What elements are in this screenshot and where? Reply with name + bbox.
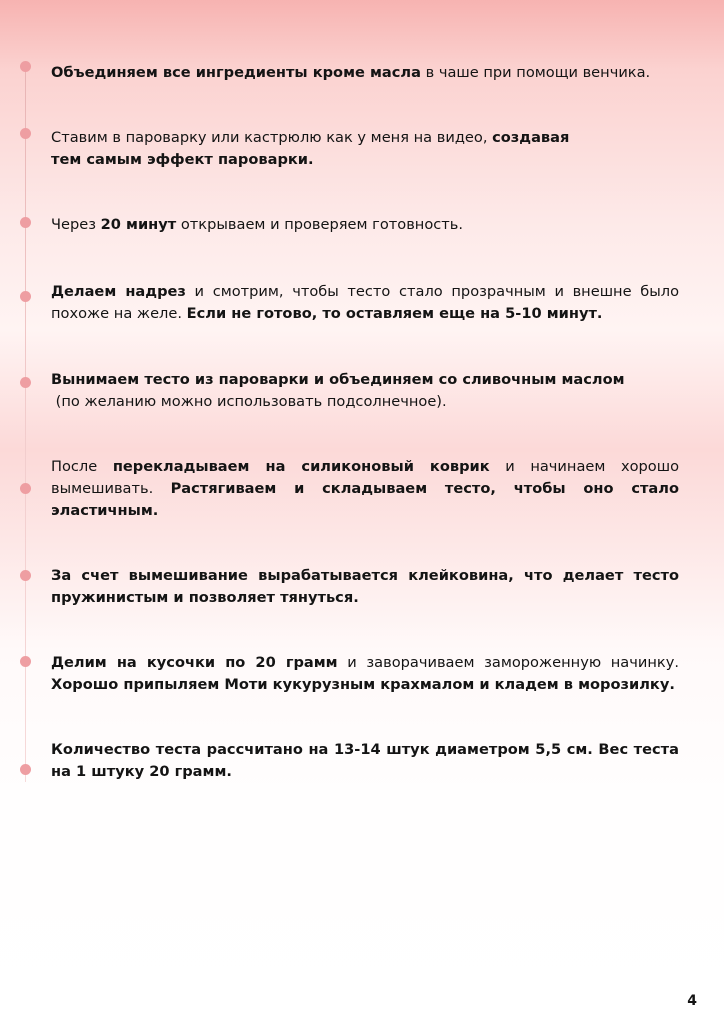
step-text-bold: тем самым эффект пароварки.	[51, 151, 314, 168]
step-text: и заворачиваем замороженную начинку.	[337, 654, 679, 671]
step-text-bold: 20 минут	[100, 216, 177, 233]
step-text-bold: Делим на кусочки по 20 грамм	[51, 654, 338, 671]
step-text: После	[51, 458, 113, 475]
step-text: Через	[51, 216, 101, 233]
timeline-dot	[20, 217, 31, 228]
step-text: открываем и проверяем готовность.	[176, 216, 464, 233]
step-7	[51, 565, 679, 609]
timeline-line	[25, 62, 26, 782]
step-text: и смотрим, чтобы тесто стало прозрачным и внешне было похоже на желе.	[51, 283, 679, 322]
step-text: и начинаем хорошо вымешивать.	[51, 458, 679, 497]
step-5	[51, 369, 679, 413]
step-text-bold: перекладываем на силиконовый коврик	[112, 458, 490, 475]
step-text: (по желанию можно использовать подсолнечное).	[51, 393, 447, 410]
step-text-bold: За счет вымешивание вырабатывается клейковина, что делает тесто пружинистым и позволяет тянуться.	[51, 567, 679, 606]
timeline-dot	[20, 656, 31, 667]
step-9	[51, 739, 679, 783]
step-text-bold: Количество теста рассчитано на 13-14 штук диаметром 5,5 см. Вес теста на 1 штуку 20 грамм.	[51, 741, 679, 780]
step-2	[51, 127, 679, 171]
step-text-bold: Хорошо припыляем Моти кукурузным крахмалом и кладем в морозилку.	[51, 676, 675, 693]
timeline-dot	[20, 128, 31, 139]
step-4	[51, 281, 679, 325]
step-text-bold: Объединяем все ингредиенты кроме масла	[51, 64, 421, 81]
step-text-bold: Если не готово, то оставляем еще на 5-10 минут.	[186, 305, 603, 322]
step-text: в чаше при помощи венчика.	[420, 64, 651, 81]
timeline-dot	[20, 570, 31, 581]
step-3	[51, 214, 679, 236]
page-number: 4	[687, 993, 697, 1009]
step-text-bold: Вынимаем тесто из пароварки и объединяем со сливочным маслом	[51, 371, 625, 388]
step-text-bold: Растягиваем и складываем тесто, чтобы оно стало эластичным.	[51, 480, 679, 519]
timeline-dot	[20, 291, 31, 302]
step-8	[51, 652, 679, 696]
step-1	[51, 62, 679, 84]
timeline-dot	[20, 61, 31, 72]
step-text: Ставим в пароварку или кастрюлю как у меня на видео,	[51, 129, 493, 146]
timeline-dot	[20, 764, 31, 775]
timeline-dot	[20, 377, 31, 388]
step-6	[51, 456, 679, 522]
step-text-bold: создавая	[492, 129, 570, 146]
timeline-dot	[20, 483, 31, 494]
step-text-bold: Делаем надрез	[51, 283, 186, 300]
